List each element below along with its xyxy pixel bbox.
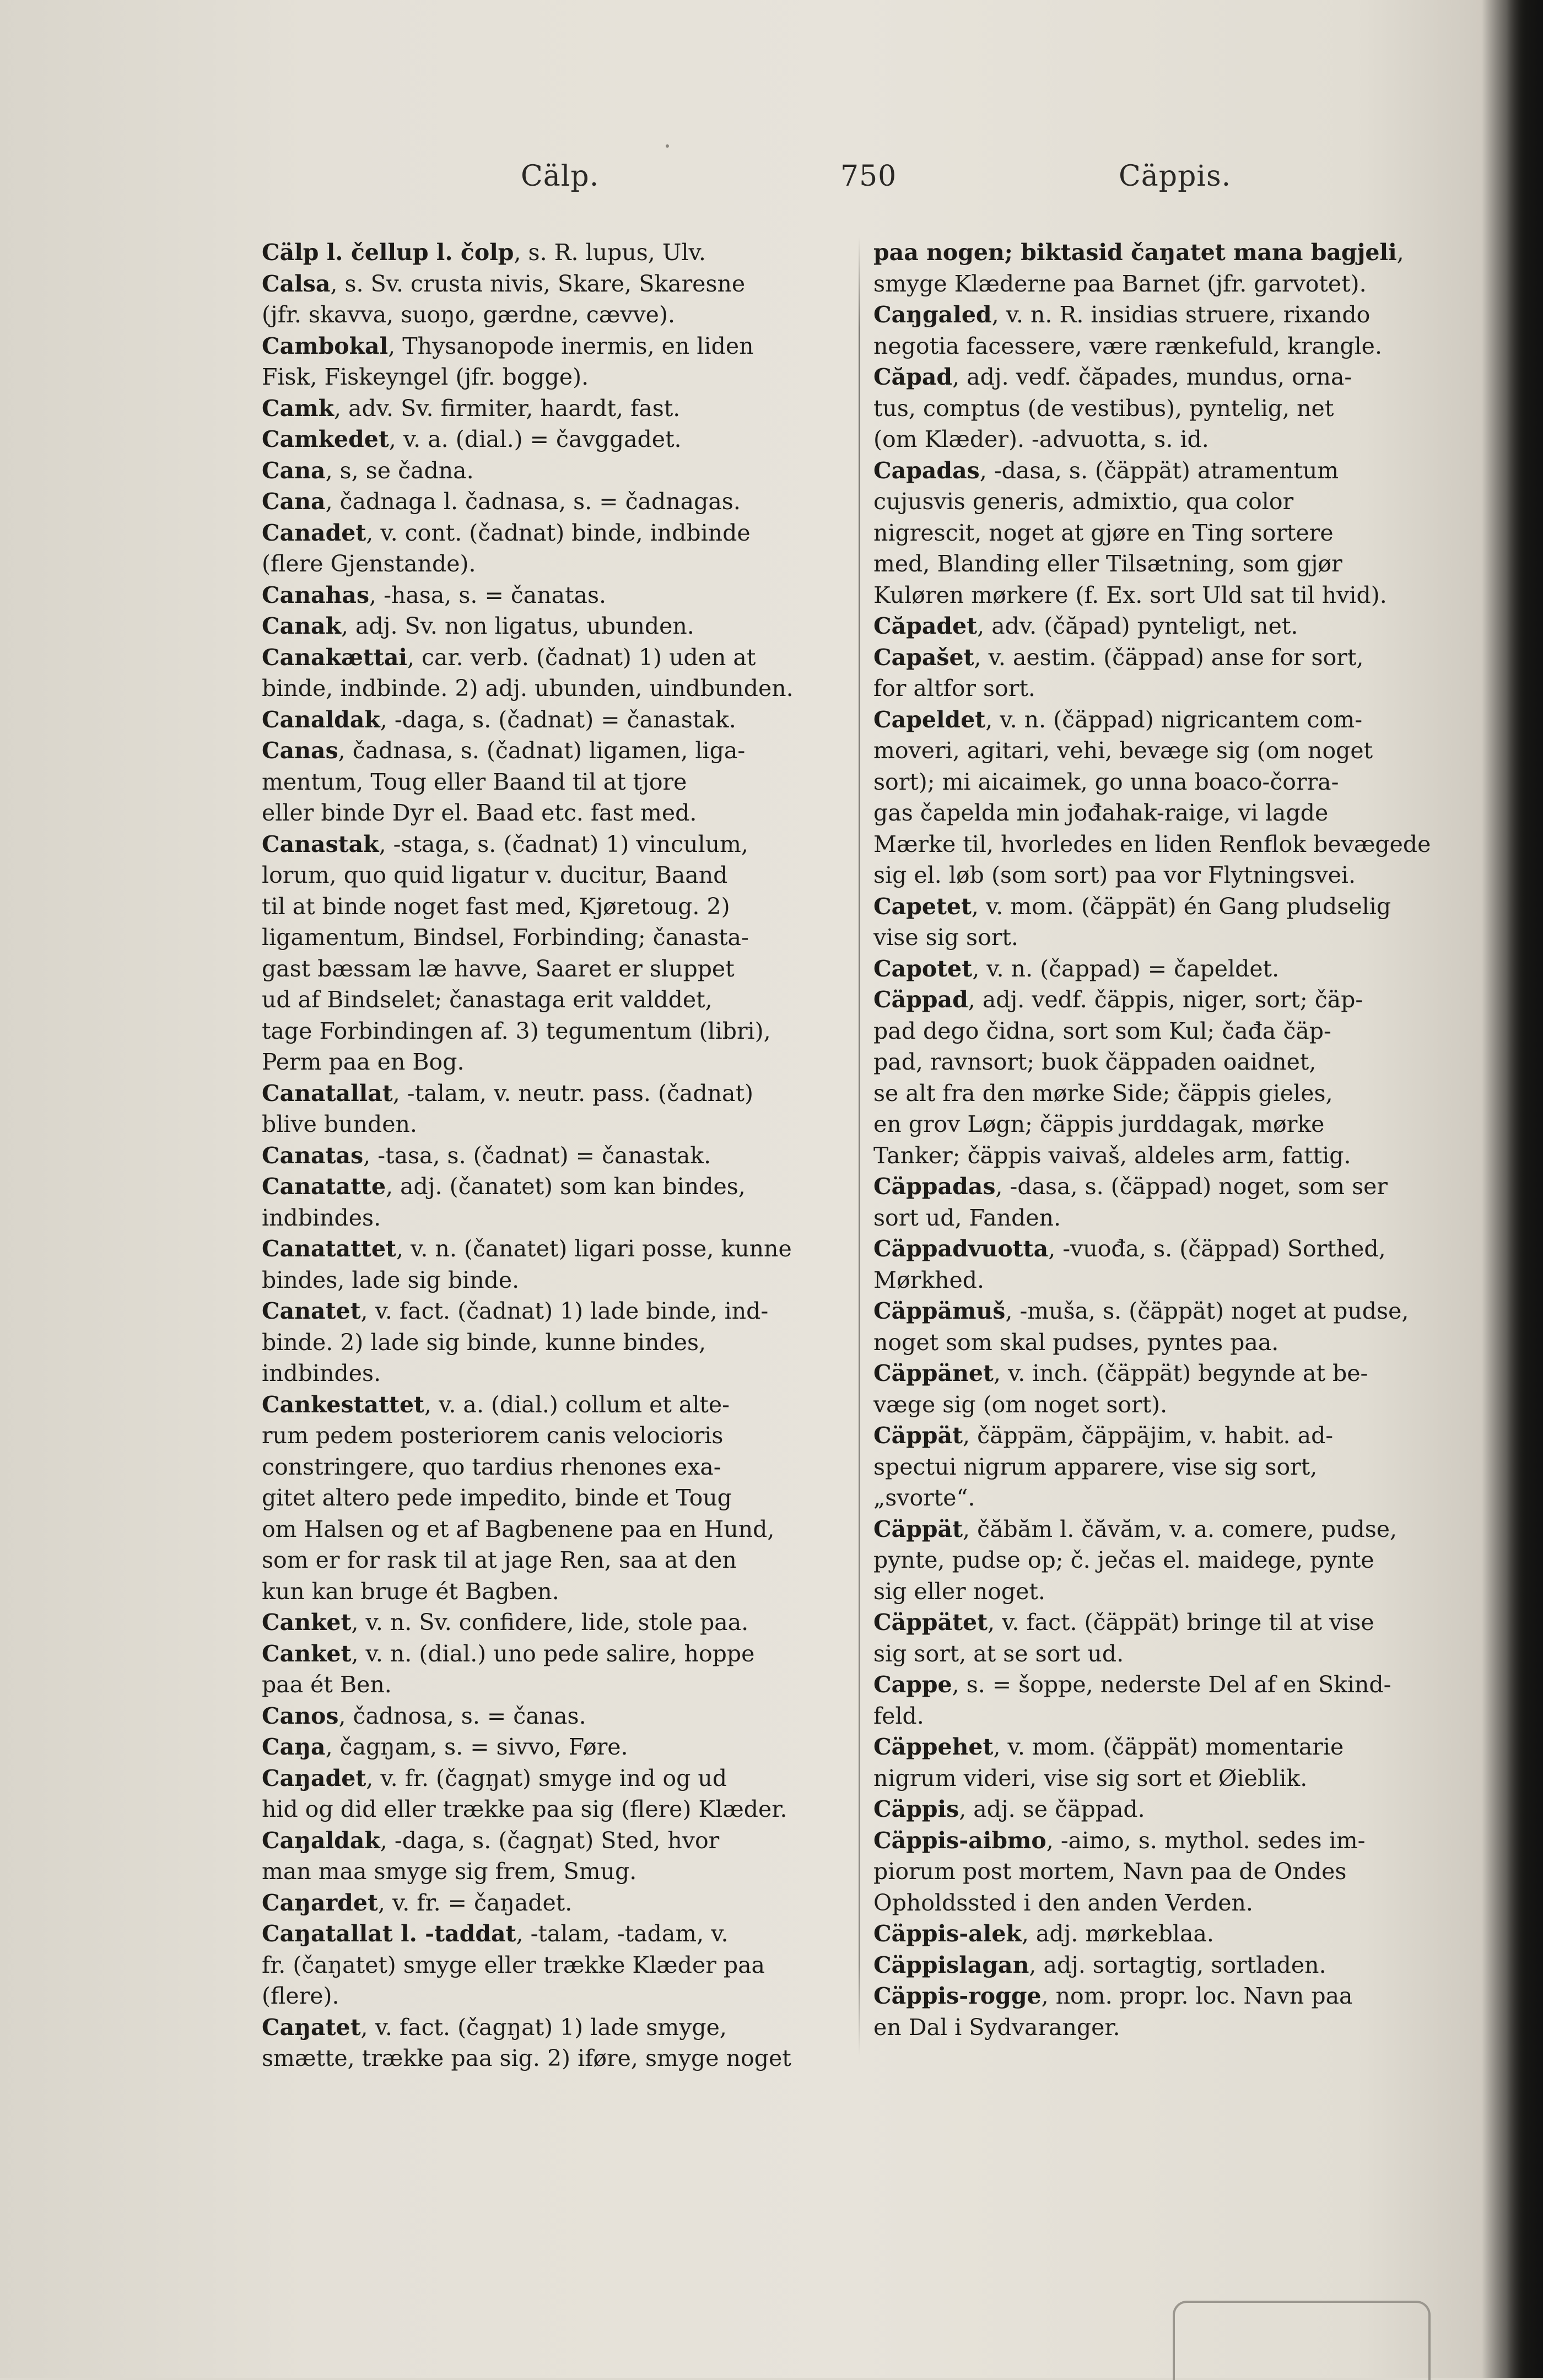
entry-line: eller binde Dyr el. Baad etc. fast med. <box>262 800 697 826</box>
entry-line: Cäppis-alek, adj. mørkeblaa. <box>873 1920 1214 1947</box>
headword: Canak <box>262 613 341 639</box>
headword: Caŋardet <box>262 1889 378 1916</box>
dictionary-entry <box>873 984 1447 1171</box>
headword: Caŋgaled <box>873 301 992 328</box>
headword: Caŋa <box>262 1734 326 1760</box>
dictionary-entry <box>262 268 838 331</box>
entry-line: Fisk, Fiskeyngel (jfr. bogge). <box>262 364 589 390</box>
entry-line: indbindes. <box>262 1204 381 1231</box>
dictionary-entry <box>262 1918 838 2012</box>
entry-line: smyge Klæderne paa Barnet (jfr. garvotet). <box>873 270 1367 297</box>
dictionary-entry <box>262 704 838 736</box>
dictionary-entry <box>262 1171 838 1233</box>
ink-fleck <box>666 144 669 148</box>
headword: Camkedet <box>262 426 389 452</box>
entry-line: for altfor sort. <box>873 675 1035 701</box>
headword: Canket <box>262 1640 352 1667</box>
entry-line: Canatatte, adj. (čanatet) som kan bindes, <box>262 1173 746 1200</box>
dictionary-entry <box>873 1918 1447 1950</box>
entry-line: pad dego čidna, sort som Kul; čađa čäp- <box>873 1017 1331 1044</box>
entry-line: med, Blanding eller Tilsætning, som gjør <box>873 551 1342 577</box>
headword: Canahas <box>262 581 370 608</box>
entry-line: Cäppad, adj. vedf. čäppis, niger, sort; čäp- <box>873 986 1363 1013</box>
entry-line: Căpad, adj. vedf. čăpades, mundus, orna- <box>873 364 1352 390</box>
entry-line: Cappe, s. = šoppe, nederste Del af en Skind- <box>873 1671 1391 1698</box>
dictionary-entry <box>873 237 1447 299</box>
dictionary-entry <box>262 393 838 424</box>
entry-line: binde. 2) lade sig binde, kunne bindes, <box>262 1329 706 1356</box>
right-column <box>873 237 1447 2043</box>
entry-line: Canatet, v. fact. (čadnat) 1) lade binde, ind- <box>262 1298 769 1324</box>
left-column <box>262 237 838 2074</box>
entry-line: sort); mi aicaimek, go unna boaco-čorra- <box>873 768 1339 795</box>
headword: Cankestattet <box>262 1391 424 1418</box>
entry-line: Cambokal, Thysanopode inermis, en liden <box>262 332 754 359</box>
entry-line: Cäppämuš, -muša, s. (čäppät) noget at pudse, <box>873 1298 1409 1324</box>
dictionary-entry <box>873 1669 1447 1731</box>
entry-line: Cana, s, se čadna. <box>262 457 474 484</box>
entry-line: som er for rask til at jage Ren, saa at den <box>262 1547 737 1573</box>
dictionary-entry <box>262 1233 838 1296</box>
headword: Capotet <box>873 955 973 982</box>
entry-line: Canatallat, -talam, v. neutr. pass. (čadnat) <box>262 1080 753 1107</box>
entry-line: „svorte“. <box>873 1485 975 1511</box>
entry-line: (jfr. skavva, suoŋo, gærdne, cævve). <box>262 301 675 328</box>
library-stamp-outline <box>1173 2301 1431 2380</box>
headword: Cäppät <box>873 1515 963 1542</box>
entry-line: Caŋgaled, v. n. R. insidias struere, rixando <box>873 301 1371 328</box>
entry-line: Caŋaldak, -daga, s. (čagŋat) Sted, hvor <box>262 1827 720 1854</box>
dictionary-entry <box>262 455 838 487</box>
entry-line: Capašet, v. aestim. (čäppad) anse for sort, <box>873 644 1364 671</box>
headword: Capašet <box>873 644 974 671</box>
dictionary-entry <box>262 1763 838 1825</box>
dictionary-entry <box>262 1887 838 1919</box>
entry-line: lorum, quo quid ligatur v. ducitur, Baand <box>262 862 728 888</box>
entry-line: Tanker; čäppis vaivaš, aldeles arm, fattig. <box>873 1142 1351 1169</box>
entry-line: Cäppadvuotta, -vuođa, s. (čäppad) Sorthed, <box>873 1235 1386 1262</box>
headword: Cäppätet <box>873 1609 988 1636</box>
headword: Cälp l. čellup l. čolp <box>262 239 514 266</box>
entry-line: Canak, adj. Sv. non ligatus, ubunden. <box>262 613 694 639</box>
entry-line: Caŋadet, v. fr. (čagŋat) smyge ind og ud <box>262 1764 727 1791</box>
page-number: 750 <box>840 160 897 193</box>
entry-line: spectui nigrum apparere, vise sig sort, <box>873 1453 1318 1480</box>
entry-line: Canastak, -staga, s. (čadnat) 1) vinculum, <box>262 830 748 857</box>
headword: Cäppis-rogge <box>873 1983 1042 2009</box>
entry-line: Cäppislagan, adj. sortagtig, sortladen. <box>873 1951 1326 1978</box>
dictionary-entry <box>873 361 1447 455</box>
headword: Canadet <box>262 519 366 546</box>
dictionary-entry <box>873 1980 1447 2043</box>
headword: Caŋatet <box>262 2014 361 2041</box>
entry-line: vise sig sort. <box>873 924 1018 951</box>
entry-line: væge sig (om noget sort). <box>873 1391 1168 1418</box>
headword: Canaldak <box>262 706 380 733</box>
headword: Caŋatallat l. -taddat <box>262 1920 516 1947</box>
dictionary-entry <box>262 517 838 580</box>
entry-line: Capotet, v. n. (čappad) = čapeldet. <box>873 955 1280 982</box>
entry-line: kun kan bruge ét Bagben. <box>262 1578 559 1605</box>
headword: Cäppadvuotta <box>873 1235 1049 1262</box>
headword: Cana <box>262 488 326 515</box>
entry-line: negotia facessere, være rænkefuld, krangle. <box>873 332 1382 359</box>
entry-line: Canatattet, v. n. (čanatet) ligari posse, kunne <box>262 1235 792 1262</box>
headword: Capetet <box>873 893 972 920</box>
entry-line: Capetet, v. mom. (čäppät) én Gang pludselig <box>873 893 1391 920</box>
dictionary-entry <box>873 953 1447 985</box>
dictionary-entry <box>262 1140 838 1172</box>
headword: Capeldet <box>873 706 986 733</box>
entry-line: Kuløren mørkere (f. Ex. sort Uld sat til hvid). <box>873 581 1387 608</box>
headword: Canastak <box>262 830 379 857</box>
headword: Cäppänet <box>873 1360 994 1386</box>
page-edge-shadow <box>1482 0 1543 2378</box>
headword: Căpadet <box>873 613 978 639</box>
entry-line: (om Klæder). -advuotta, s. id. <box>873 426 1209 452</box>
entry-line: tage Forbindingen af. 3) tegumentum (libri), <box>262 1017 771 1044</box>
entry-line: blive bunden. <box>262 1111 417 1137</box>
entry-line: paa nogen; biktasid čaŋatet mana bagjeli, <box>873 239 1404 266</box>
headword: Canakættai <box>262 644 407 671</box>
dictionary-entry <box>873 1171 1447 1233</box>
dictionary-entry <box>262 1607 838 1638</box>
dictionary-entry <box>873 1296 1447 1358</box>
entry-line: sig eller noget. <box>873 1578 1045 1605</box>
headword: Calsa <box>262 270 331 297</box>
entry-line: pad, ravnsort; buok čäppaden oaidnet, <box>873 1049 1317 1075</box>
dictionary-entry <box>873 642 1447 704</box>
entry-line: Cäppehet, v. mom. (čäppät) momentarie <box>873 1734 1344 1760</box>
entry-line: Canket, v. n. Sv. confidere, lide, stole paa. <box>262 1609 749 1636</box>
entry-line: nigrum videri, vise sig sort et Øieblik. <box>873 1764 1308 1791</box>
entry-line: (flere). <box>262 1983 339 2009</box>
entry-line: binde, indbinde. 2) adj. ubunden, uindbunden. <box>262 675 794 701</box>
running-head-right: Cäppis. <box>1119 160 1232 193</box>
dictionary-entry <box>873 1358 1447 1420</box>
entry-line: en grov Løgn; čäppis jurddagak, mørke <box>873 1111 1325 1137</box>
entry-line: cujusvis generis, admixtio, qua color <box>873 488 1294 515</box>
entry-line: hid og did eller trække paa sig (flere) Klæder. <box>262 1796 787 1822</box>
headword: paa nogen; biktasid čaŋatet mana bagjeli <box>873 239 1397 266</box>
headword: Cäppät <box>873 1422 963 1449</box>
entry-line: piorum post mortem, Navn paa de Ondes <box>873 1858 1347 1885</box>
entry-line: fr. (čaŋatet) smyge eller trække Klæder paa <box>262 1951 765 1978</box>
entry-line: ud af Bindselet; čanastaga erit valddet, <box>262 986 713 1013</box>
headword: Cäppehet <box>873 1734 994 1760</box>
headword: Camk <box>262 395 334 422</box>
dictionary-entry <box>262 1731 838 1763</box>
dictionary-entry <box>262 1296 838 1389</box>
entry-line: Camkedet, v. a. (dial.) = čavggadet. <box>262 426 682 452</box>
entry-line: gast bæssam læ havve, Saaret er sluppet <box>262 955 735 982</box>
entry-line: ligamentum, Bindsel, Forbinding; čanasta- <box>262 924 749 951</box>
dictionary-entry <box>262 2012 838 2074</box>
dictionary-entry <box>873 1514 1447 1607</box>
dictionary-entry <box>262 331 838 393</box>
dictionary-entry <box>262 735 838 829</box>
entry-line: Canadet, v. cont. (čadnat) binde, indbinde <box>262 519 751 546</box>
headword: Cäppis-aibmo <box>873 1827 1046 1854</box>
headword: Cambokal <box>262 332 389 359</box>
headword: Canatatte <box>262 1173 386 1200</box>
headword: Cäppislagan <box>873 1951 1029 1978</box>
entry-line: constringere, quo tardius rhenones exa- <box>262 1453 721 1480</box>
entry-line: Camk, adv. Sv. firmiter, haardt, fast. <box>262 395 681 422</box>
entry-line: man maa smyge sig frem, Smug. <box>262 1858 637 1885</box>
entry-line: Mørkhed. <box>873 1266 985 1293</box>
dictionary-entry <box>873 1825 1447 1919</box>
headword: Cana <box>262 457 326 484</box>
entry-line: til at binde noget fast med, Kjøretoug. 2) <box>262 893 730 920</box>
running-head-left: Cälp. <box>521 160 600 193</box>
entry-line: Calsa, s. Sv. crusta nivis, Skare, Skaresne <box>262 270 746 297</box>
dictionary-entry <box>873 1794 1447 1825</box>
entry-line: gas čapelda min jođahak-raige, vi lagde <box>873 800 1329 826</box>
headword: Căpad <box>873 364 953 390</box>
dictionary-entry <box>262 642 838 704</box>
headword: Canatet <box>262 1298 361 1324</box>
entry-line: Caŋatallat l. -taddat, -talam, -tadam, v. <box>262 1920 729 1947</box>
dictionary-entry <box>262 1389 838 1607</box>
entry-line: nigrescit, noget at gjøre en Ting sortere <box>873 519 1334 546</box>
entry-line: Mærke til, hvorledes en liden Renflok bevægede <box>873 830 1431 857</box>
headword: Cappe <box>873 1671 952 1698</box>
column-divider <box>859 237 860 2055</box>
dictionary-entry <box>262 1638 838 1701</box>
dictionary-entry <box>262 1078 838 1140</box>
entry-line: Canakættai, car. verb. (čadnat) 1) uden at <box>262 644 756 671</box>
entry-line: Canahas, -hasa, s. = čanatas. <box>262 581 607 608</box>
entry-line: (flere Gjenstande). <box>262 551 476 577</box>
dictionary-entry <box>262 1701 838 1732</box>
headword: Canatattet <box>262 1235 396 1262</box>
headword: Canos <box>262 1702 339 1729</box>
entry-line: moveri, agitari, vehi, bevæge sig (om noget <box>873 737 1373 764</box>
entry-line: Caŋardet, v. fr. = čaŋadet. <box>262 1889 573 1916</box>
dictionary-entry <box>262 486 838 517</box>
dictionary-entry <box>262 611 838 642</box>
dictionary-entry <box>262 1825 838 1887</box>
entry-line: mentum, Toug eller Baand til at tjore <box>262 768 687 795</box>
entry-line: Opholdssted i den anden Verden. <box>873 1889 1253 1916</box>
dictionary-entry <box>873 611 1447 642</box>
dictionary-entry <box>873 1420 1447 1514</box>
entry-line: bindes, lade sig binde. <box>262 1266 520 1293</box>
entry-line: Cäppät, čäppäm, čäppäjim, v. habit. ad- <box>873 1422 1334 1449</box>
headword: Canket <box>262 1609 352 1636</box>
entry-line: Canatas, -tasa, s. (čadnat) = čanastak. <box>262 1142 711 1169</box>
dictionary-entry <box>262 237 838 268</box>
headword: Caŋaldak <box>262 1827 380 1854</box>
headword: Cäppis-alek <box>873 1920 1022 1947</box>
dictionary-entry <box>262 829 838 1078</box>
entry-line: tus, comptus (de vestibus), pyntelig, net <box>873 395 1334 422</box>
entry-line: Cäppadas, -dasa, s. (čäppad) noget, som ser <box>873 1173 1388 1200</box>
headword: Canatas <box>262 1142 364 1169</box>
dictionary-entry <box>873 704 1447 891</box>
entry-line: Cana, čadnaga l. čadnasa, s. = čadnagas. <box>262 488 741 515</box>
entry-line: feld. <box>873 1702 924 1729</box>
headword: Cäppämuš <box>873 1298 1006 1324</box>
dictionary-entry <box>873 1950 1447 1981</box>
entry-line: Căpadet, adv. (čăpad) pynteligt, net. <box>873 613 1298 639</box>
entry-line: Caŋa, čagŋam, s. = sivvo, Føre. <box>262 1734 628 1760</box>
headword: Cäppis <box>873 1796 959 1822</box>
dictionary-entry <box>873 1607 1447 1669</box>
headword: Capadas <box>873 457 980 484</box>
entry-line: Cäppis, adj. se čäppad. <box>873 1796 1145 1822</box>
entry-line: Cäppis-aibmo, -aimo, s. mythol. sedes im- <box>873 1827 1366 1854</box>
headword: Caŋadet <box>262 1764 366 1791</box>
entry-line: se alt fra den mørke Side; čäppis gieles, <box>873 1080 1333 1107</box>
entry-line: Cälp l. čellup l. čolp, s. R. lupus, Ulv. <box>262 239 706 266</box>
dictionary-entry <box>873 1731 1447 1794</box>
entry-line: Canos, čadnosa, s. = čanas. <box>262 1702 586 1729</box>
entry-line: Canaldak, -daga, s. (čadnat) = čanastak. <box>262 706 736 733</box>
entry-line: Capadas, -dasa, s. (čäppät) atramentum <box>873 457 1339 484</box>
headword: Canatallat <box>262 1080 393 1107</box>
entry-line: om Halsen og et af Bagbenene paa en Hund, <box>262 1515 775 1542</box>
entry-line: Perm paa en Bog. <box>262 1049 465 1075</box>
dictionary-entry <box>873 891 1447 953</box>
entry-line: paa ét Ben. <box>262 1671 392 1698</box>
dictionary-entry <box>873 299 1447 361</box>
entry-line: sig sort, at se sort ud. <box>873 1640 1124 1667</box>
headword: Canas <box>262 737 338 764</box>
entry-line: Canket, v. n. (dial.) uno pede salire, hoppe <box>262 1640 755 1667</box>
dictionary-entry <box>873 455 1447 611</box>
entry-line: sort ud, Fanden. <box>873 1204 1061 1231</box>
entry-line: noget som skal pudses, pyntes paa. <box>873 1329 1279 1356</box>
entry-line: Caŋatet, v. fact. (čagŋat) 1) lade smyge, <box>262 2014 727 2041</box>
entry-line: gitet altero pede impedito, binde et Toug <box>262 1485 732 1511</box>
headword: Cäppad <box>873 986 968 1013</box>
entry-line: Cäppänet, v. inch. (čäppät) begynde at be- <box>873 1360 1368 1386</box>
entry-line: smætte, trække paa sig. 2) iføre, smyge noget <box>262 2045 791 2071</box>
entry-line: indbindes. <box>262 1360 381 1386</box>
entry-line: Canas, čadnasa, s. (čadnat) ligamen, liga- <box>262 737 746 764</box>
entry-line: Cäppis-rogge, nom. propr. loc. Navn paa <box>873 1983 1353 2009</box>
entry-line: Cäppätet, v. fact. (čäppät) bringe til at vise <box>873 1609 1374 1636</box>
entry-line: Capeldet, v. n. (čäppad) nigricantem com- <box>873 706 1363 733</box>
dictionary-entry <box>262 424 838 455</box>
entry-line: pynte, pudse op; č. ječas el. maidege, pynte <box>873 1547 1374 1573</box>
entry-line: en Dal i Sydvaranger. <box>873 2014 1120 2041</box>
dictionary-entry <box>873 1233 1447 1296</box>
entry-line: Cankestattet, v. a. (dial.) collum et alte- <box>262 1391 730 1418</box>
headword: Cäppadas <box>873 1173 996 1200</box>
dictionary-entry <box>262 580 838 611</box>
entry-line: rum pedem posteriorem canis velocioris <box>262 1422 724 1449</box>
entry-line: Cäppät, čăbăm l. čăvăm, v. a. comere, pudse, <box>873 1515 1398 1542</box>
entry-line: sig el. løb (som sort) paa vor Flytningsvei. <box>873 862 1356 888</box>
